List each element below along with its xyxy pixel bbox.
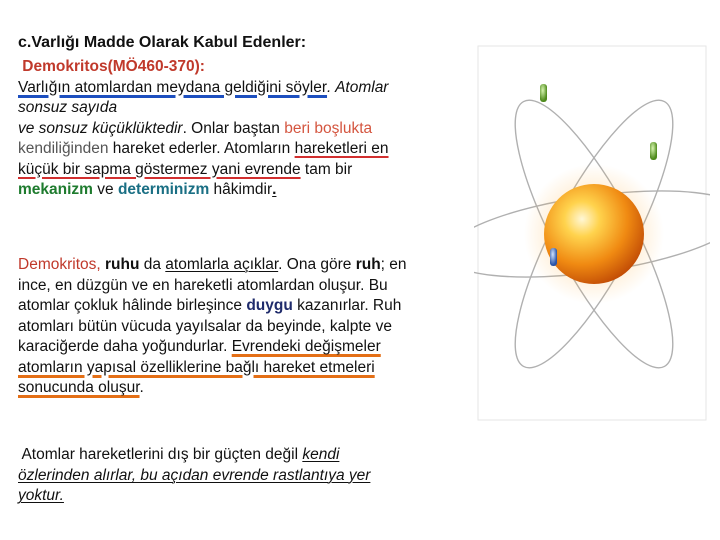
p1-text: hareket ederler. Atomların <box>108 140 295 157</box>
p2-line-1 <box>18 255 480 276</box>
p2-line-6 <box>18 358 480 379</box>
p1-text: kendiliğinden <box>18 140 109 157</box>
subtitle-demokritos: Demokritos(MÖ460-370): <box>18 58 205 75</box>
nucleus <box>544 184 644 284</box>
p1-text: . Atomlar <box>327 78 389 96</box>
p2-text: ruh <box>355 256 381 273</box>
atom-icon <box>474 44 710 422</box>
p2-underline-atomlarla: atomlarla açıklar <box>165 256 279 273</box>
p2-text: Demokritos, <box>18 256 101 273</box>
paragraph-atomism <box>18 57 480 201</box>
paragraph-hareket <box>18 445 480 507</box>
p2-text: . <box>139 379 144 396</box>
p1-text: ve <box>92 181 118 198</box>
electron-green-1 <box>540 84 547 102</box>
p1-line-5 <box>18 160 480 181</box>
p2-underline-evrendeki: Evrendeki değişmeler <box>231 338 381 355</box>
p2-line-2: ince, en düzgün ve en hareketli atomlardan oluşur. Bu <box>18 276 388 294</box>
p2-text: atomlar çokluk hâlinde birleşince <box>18 297 247 314</box>
p2-underline-sonucunda: sonucunda oluşur <box>18 379 140 396</box>
p3-line-3: yoktur. <box>18 487 64 504</box>
p1-mekanizm: mekanizm <box>18 181 93 198</box>
p2-text: da <box>139 256 166 273</box>
p2-duygu: duygu <box>246 297 293 314</box>
p1-underline-varlik: Varlığın atomlardan meydana geldiğini söyler <box>18 78 328 96</box>
p2-text: kazanırlar. Ruh <box>292 297 402 314</box>
p1-text: hâkimdir <box>209 181 273 198</box>
p3-line-1 <box>18 445 480 466</box>
p1-line-6 <box>18 180 480 201</box>
p1-line-3 <box>18 119 480 140</box>
p1-text: tam bir <box>300 160 353 178</box>
electron-blue <box>550 248 557 266</box>
title-text: c.Varlığı Madde Olarak Kabul Edenler: <box>18 34 307 51</box>
p1-underline-hareketleri: hareketleri en <box>294 140 389 157</box>
p1-line-2: sonsuz sayıda <box>18 99 118 116</box>
p1-underline-sapma: küçük bir sapma göstermez yani evrende <box>18 160 301 178</box>
p1-text: ve sonsuz küçüklüktedir <box>18 119 183 137</box>
slide-title <box>18 33 488 53</box>
p2-text: . Ona göre <box>278 256 356 273</box>
p2-line-3 <box>18 296 480 317</box>
p1-determinizm: determinizm <box>117 181 210 198</box>
p3-line-2: özlerinden alırlar, bu açıdan evrende rastlantıya yer <box>18 466 371 484</box>
p1-line-4 <box>18 139 480 160</box>
p3-kendi: kendi <box>302 446 340 463</box>
p2-text: ; en <box>380 256 407 273</box>
p2-text: karaciğerde daha yoğundurlar. <box>18 338 232 355</box>
p1-text: . Onlar baştan <box>182 119 285 137</box>
p2-underline-atomlarin: atomların yapısal özelliklerine bağlı hareket etmeleri <box>18 358 375 376</box>
p2-line-7 <box>18 378 480 399</box>
p1-text: beri boşlukta <box>284 119 373 137</box>
p3-text: Atomlar hareketlerini dış bir güçten değil <box>18 446 303 463</box>
electron-green-2 <box>650 142 657 160</box>
p2-line-4: atomları bütün vücuda yayılsalar da beyinde, kalpte ve <box>18 317 392 335</box>
paragraph-ruh <box>18 255 480 399</box>
p1-text: . <box>272 181 277 198</box>
p1-line-1 <box>18 78 480 99</box>
p2-text: ruhu <box>100 256 140 273</box>
p2-line-5 <box>18 337 480 358</box>
